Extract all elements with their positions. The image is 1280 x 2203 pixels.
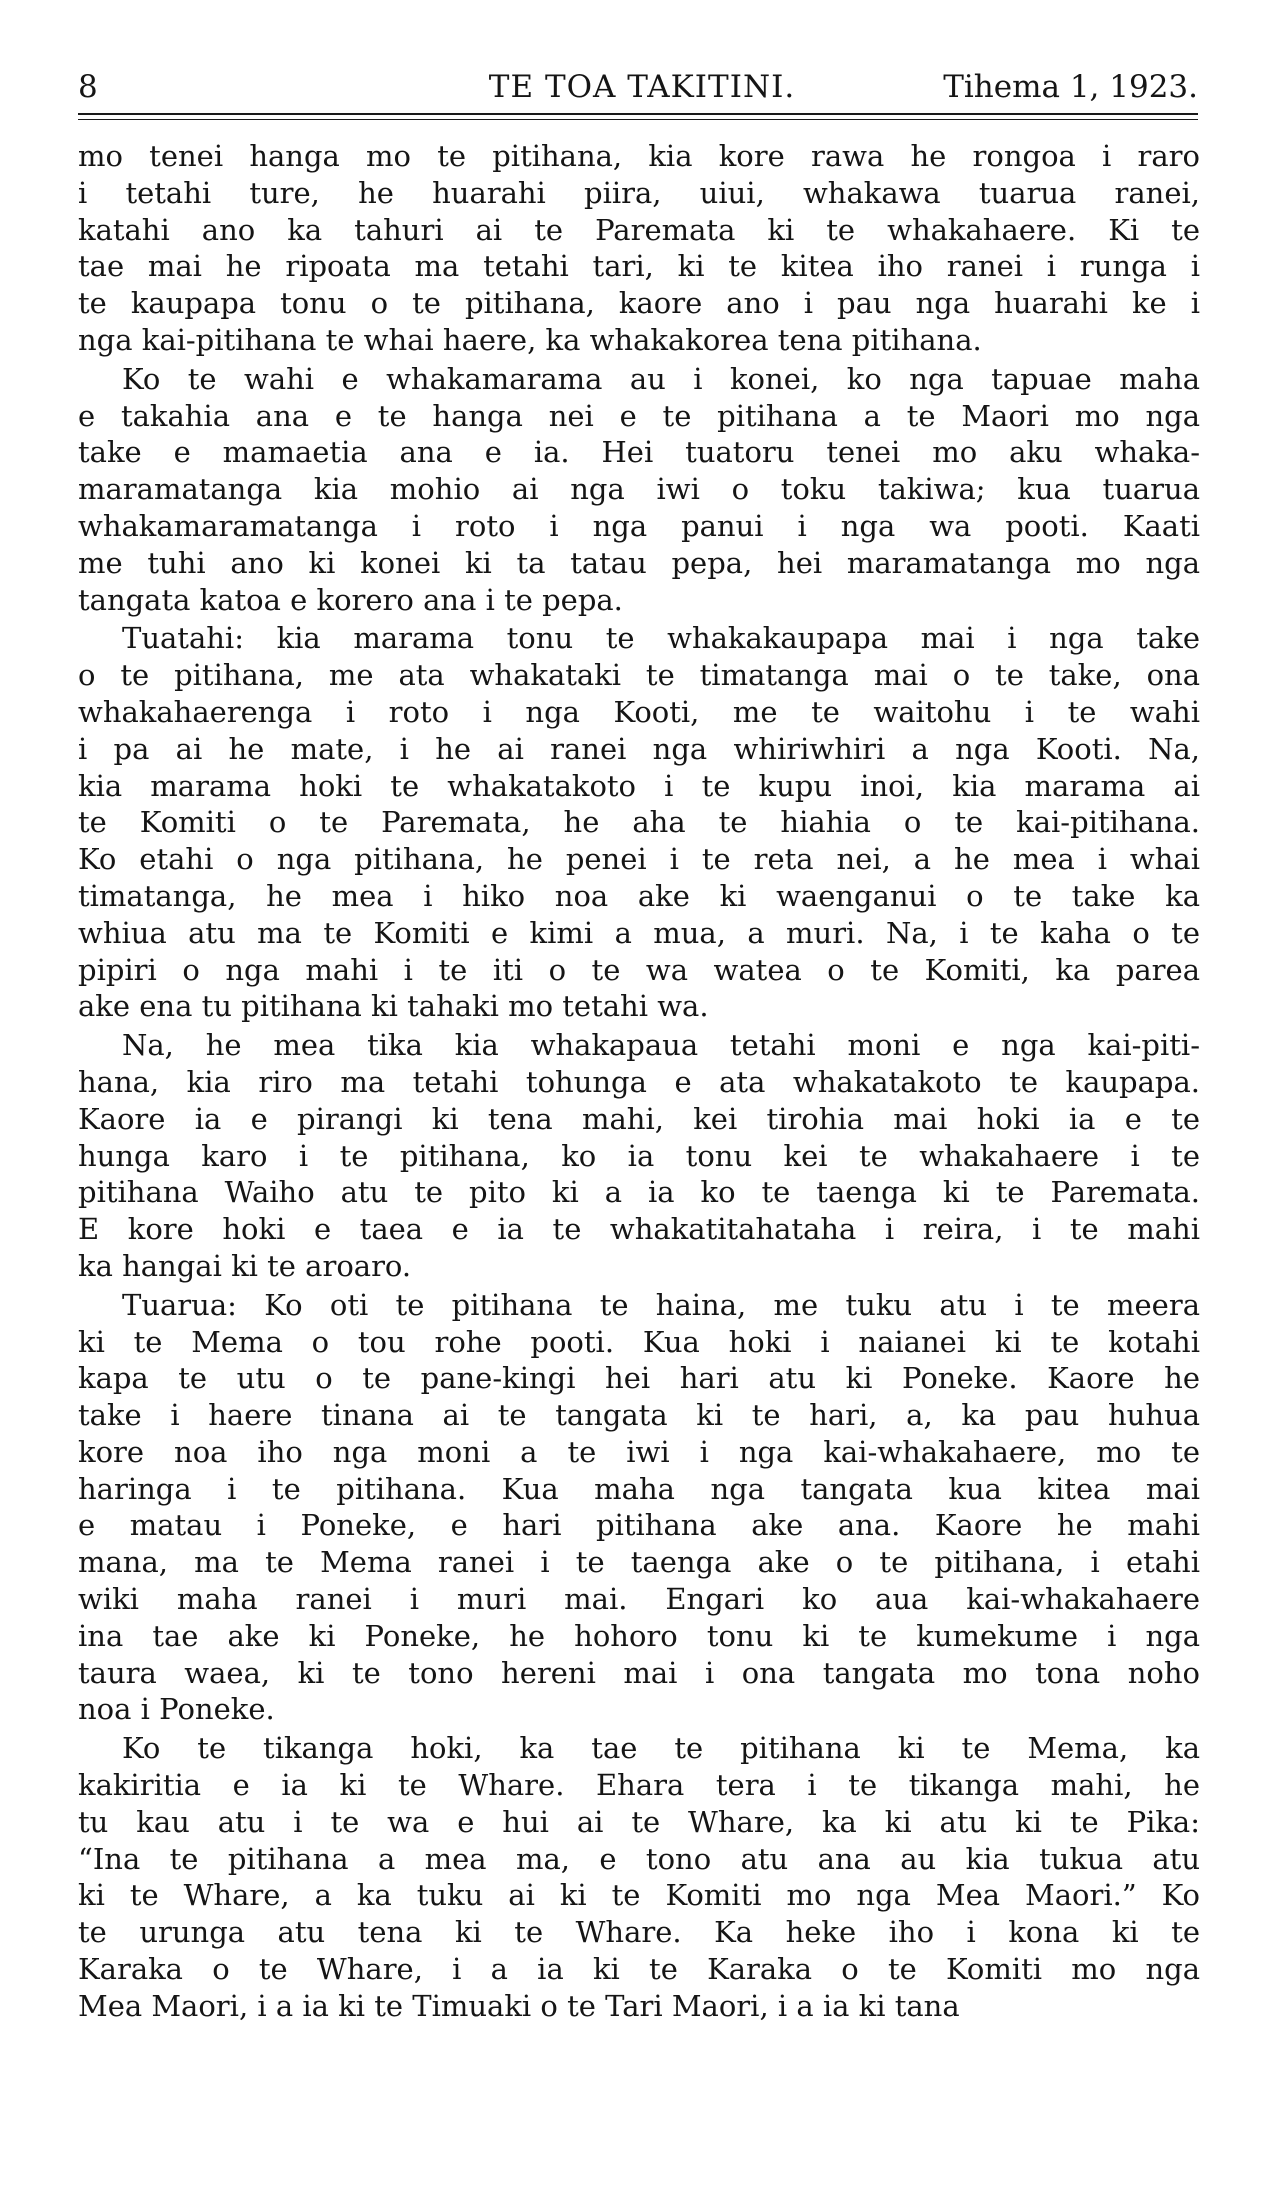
text-line: ki te Mema o tou rohe pooti. Kua hoki i naianei ki te kotahi: [78, 1324, 1200, 1359]
text-line: Na, he mea tika kia whakapaua tetahi moni e nga kai-piti-: [122, 1028, 1200, 1063]
text-line: take i haere tinana ai te tangata ki te hari, a, ka pau huhua: [78, 1398, 1200, 1433]
text-line: te urunga atu tena ki te Whare. Ka heke iho i kona ki te: [78, 1915, 1200, 1950]
text-line: whakamaramatanga i roto i nga panui i nga wa pooti. Kaati: [78, 508, 1200, 543]
text-line: ake ena tu pitihana ki tahaki mo tetahi wa.: [78, 989, 709, 1024]
text-line: mana, ma te Mema ranei i te taenga ake o te pitihana, i etahi: [78, 1545, 1200, 1580]
text-line: kia marama hoki te whakatakoto i te kupu inoi, kia marama ai: [78, 768, 1200, 803]
paragraph: [78, 1027, 1200, 1285]
text-line: pitihana Waiho atu te pito ki a ia ko te taenga ki te Paremata.: [78, 1175, 1200, 1210]
text-line: Mea Maori, i a ia ki te Timuaki o te Tari Maori, i a ia ki tana: [78, 1988, 960, 2023]
text-line: e takahia ana e te hanga nei e te pitihana a te Maori mo nga: [78, 398, 1200, 433]
text-line: nga kai-pitihana te whai haere, ka whakakorea tena pitihana.: [78, 322, 982, 357]
paragraph: [78, 620, 1200, 1025]
paragraph: [78, 361, 1200, 619]
paragraph: [78, 1730, 1200, 2024]
text-line: o te pitihana, me ata whakataki te timatanga mai o te take, ona: [78, 658, 1200, 693]
text-line: kore noa iho nga moni a te iwi i nga kai-whakahaere, mo te: [78, 1434, 1200, 1469]
text-line: E kore hoki e taea e ia te whakatitahataha i reira, i te mahi: [78, 1212, 1200, 1247]
text-line: tangata katoa e korero ana i te pepa.: [78, 582, 623, 617]
text-line: Tuarua: Ko oti te pitihana te haina, me tuku atu i te meera: [122, 1287, 1200, 1322]
text-line: i tetahi ture, he huarahi piira, uiui, whakawa tuarua ranei,: [78, 175, 1200, 210]
text-line: whiua atu ma te Komiti e kimi a mua, a muri. Na, i te kaha o te: [78, 915, 1200, 950]
text-line: me tuhi ano ki konei ki ta tatau pepa, hei maramatanga mo nga: [78, 545, 1200, 580]
text-line: haringa i te pitihana. Kua maha nga tangata kua kitea mai: [78, 1471, 1200, 1506]
text-line: katahi ano ka tahuri ai te Paremata ki te whakahaere. Ki te: [78, 212, 1200, 247]
page-number: 8: [78, 69, 98, 105]
text-line: pipiri o nga mahi i te iti o te wa watea o te Komiti, ka parea: [78, 952, 1200, 987]
text-line: Ko etahi o nga pitihana, he penei i te reta nei, a he mea i whai: [78, 842, 1200, 877]
text-line: hana, kia riro ma tetahi tohunga e ata whakatakoto te kaupapa.: [78, 1064, 1200, 1099]
text-line: tu kau atu i te wa e hui ai te Whare, ka ki atu ki te Pika:: [78, 1804, 1200, 1839]
text-line: Karaka o te Whare, i a ia ki te Karaka o te Komiti mo nga: [78, 1952, 1200, 1987]
text-line: kapa te utu o te pane-kingi hei hari atu ki Poneke. Kaore he: [78, 1361, 1200, 1396]
text-line: ka hangai ki te aroaro.: [78, 1248, 412, 1283]
text-line: Ko te wahi e whakamarama au i konei, ko nga tapuae maha: [122, 361, 1200, 396]
text-line: ki te Whare, a ka tuku ai ki te Komiti mo nga Mea Maori.” Ko: [78, 1878, 1200, 1913]
publication-title: TE TOA TAKITINI.: [488, 69, 796, 105]
text-line: “Ina te pitihana a mea ma, e tono atu ana au kia tukua atu: [78, 1841, 1200, 1876]
text-line: te Komiti o te Paremata, he aha te hiahia o te kai-pitihana.: [78, 805, 1200, 840]
text-line: te kaupapa tonu o te pitihana, kaore ano i pau nga huarahi ke i: [78, 286, 1200, 321]
header-rule-thin: [78, 119, 1198, 120]
text-line: taura waea, ki te tono hereni mai i ona tangata mo tona noho: [78, 1655, 1200, 1690]
paragraph: [78, 1287, 1200, 1729]
text-line: take e mamaetia ana e ia. Hei tuatoru tenei mo aku whaka-: [78, 435, 1200, 470]
text-line: ina tae ake ki Poneke, he hohoro tonu ki te kumekume i nga: [78, 1618, 1200, 1653]
text-line: tae mai he ripoata ma tetahi tari, ki te kitea iho ranei i runga i: [78, 249, 1200, 284]
text-line: Tuatahi: kia marama tonu te whakakaupapa mai i nga take: [122, 621, 1200, 656]
text-line: noa i Poneke.: [78, 1692, 275, 1727]
text-line: i pa ai he mate, i he ai ranei nga whiriwhiri a nga Kooti. Na,: [78, 731, 1200, 766]
text-line: kakiritia e ia ki te Whare. Ehara tera i te tikanga mahi, he: [78, 1768, 1200, 1803]
text-line: wiki maha ranei i muri mai. Engari ko aua kai-whakahaere: [78, 1582, 1200, 1617]
text-line: Kaore ia e pirangi ki tena mahi, kei tirohia mai hoki ia e te: [78, 1101, 1200, 1136]
text-line: maramatanga kia mohio ai nga iwi o toku takiwa; kua tuarua: [78, 472, 1200, 507]
text-line: e matau i Poneke, e hari pitihana ake ana. Kaore he mahi: [78, 1508, 1200, 1543]
text-line: Ko te tikanga hoki, ka tae te pitihana ki te Mema, ka: [122, 1731, 1200, 1766]
text-line: whakahaerenga i roto i nga Kooti, me te waitohu i te wahi: [78, 694, 1200, 729]
header-rule: [78, 113, 1198, 115]
text-line: hunga karo i te pitihana, ko ia tonu kei te whakahaere i te: [78, 1138, 1200, 1173]
paragraph: [78, 138, 1200, 359]
text-line: timatanga, he mea i hiko noa ake ki waenganui o te take ka: [78, 878, 1200, 913]
page-header: [78, 62, 1198, 112]
text-line: mo tenei hanga mo te pitihana, kia kore rawa he rongoa i raro: [78, 139, 1200, 173]
issue-date: Tihema 1, 1923.: [943, 69, 1198, 105]
article-body: [78, 138, 1200, 2025]
